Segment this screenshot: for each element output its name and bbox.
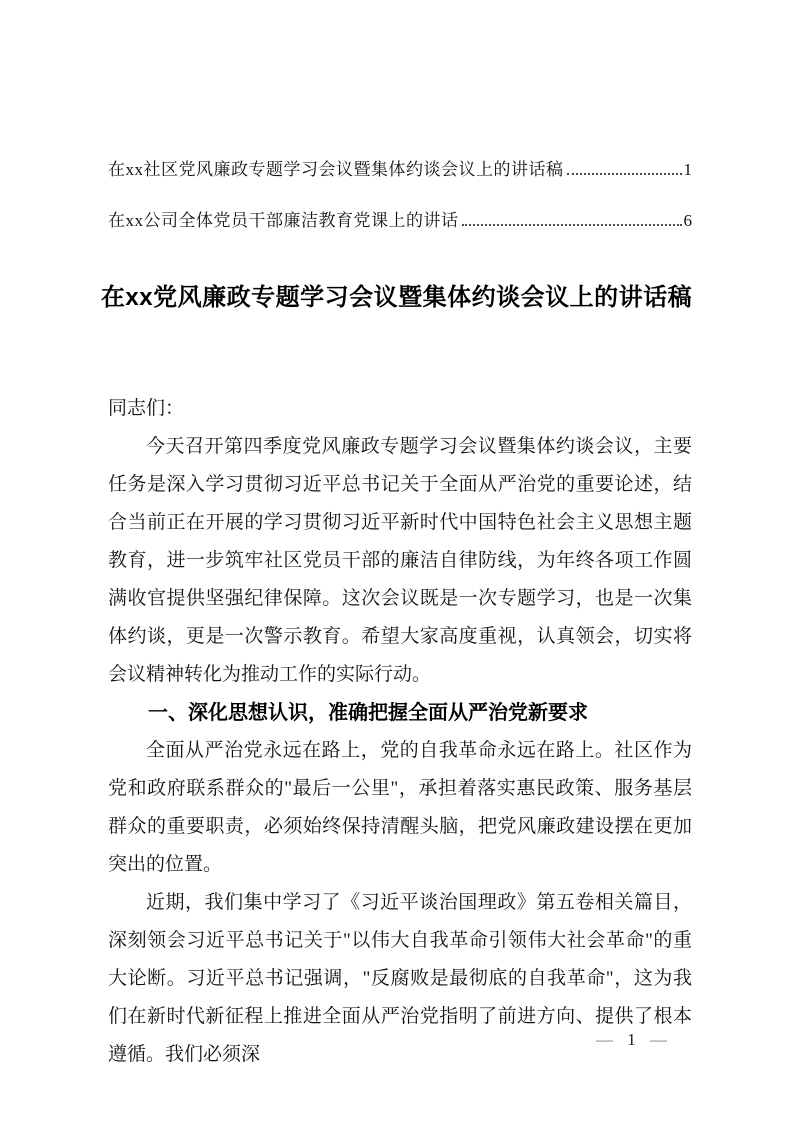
toc-leader-dots xyxy=(567,173,682,175)
toc-entry-title: 在xx社区党风廉政专题学习会议暨集体约谈会议上的讲话稿 xyxy=(108,160,564,179)
table-of-contents xyxy=(108,158,692,260)
page-number-value: 1 xyxy=(627,1030,636,1049)
page-number xyxy=(596,1028,667,1052)
section-heading-1: 一、深化思想认识，准确把握全面从严治党新要求 xyxy=(148,702,588,724)
page-number-dash-left: — xyxy=(596,1030,613,1049)
toc-entry-page-number: 6 xyxy=(683,211,692,230)
paragraph-intro: 今天召开第四季度党风廉政专题学习会议暨集体约谈会议，主要任务是深入学习贯彻习近平总书记关于全面从严治党的重要论述，结合当前正在开展的学习贯彻习近平新时代中国特色社会主义思想主题教育，进一步筑牢社区党员干部的廉洁自律防线，为年终各项工作圆满收官提供坚强纪律保障。这次会议既是一次专题学习，也是一次集体约谈，更是一次警示教育。希望大家高度重视，认真领会，切实将会议精神转化为推动工作的实际行动。 xyxy=(108,436,692,685)
document-title: 在xx党风廉政专题学习会议暨集体约谈会议上的讲话稿 xyxy=(100,284,693,311)
toc-leader-dots xyxy=(462,224,682,226)
toc-entry-1[interactable] xyxy=(108,158,692,182)
salutation: 同志们： xyxy=(108,398,185,419)
document-body xyxy=(108,390,692,1074)
toc-entry-page-number: 1 xyxy=(683,160,692,179)
page-number-dash-right: — xyxy=(650,1030,667,1049)
paragraph-body-1: 全面从严治党永远在路上，党的自我革命永远在路上。社区作为党和政府联系群众的"最后一公里"，承担着落实惠民政策、服务基层群众的重要职责，必须始终保持清醒头脑，把党风廉政建设摆在更加突出的位置。 xyxy=(108,740,692,875)
toc-entry-title: 在xx公司全体党员干部廉洁教育党课上的讲话 xyxy=(108,211,459,230)
paragraph-body-2: 近期，我们集中学习了《习近平谈治国理政》第五卷相关篇目，深刻领会习近平总书记关于"以伟大自我革命引领伟大社会革命"的重大论断。习近平总书记强调，"反腐败是最彻底的自我革命"，这为我们在新时代新征程上推进全面从严治党指明了前进方向、提供了根本遵循。我们必须深 xyxy=(108,892,692,1065)
toc-entry-2[interactable] xyxy=(108,209,692,233)
